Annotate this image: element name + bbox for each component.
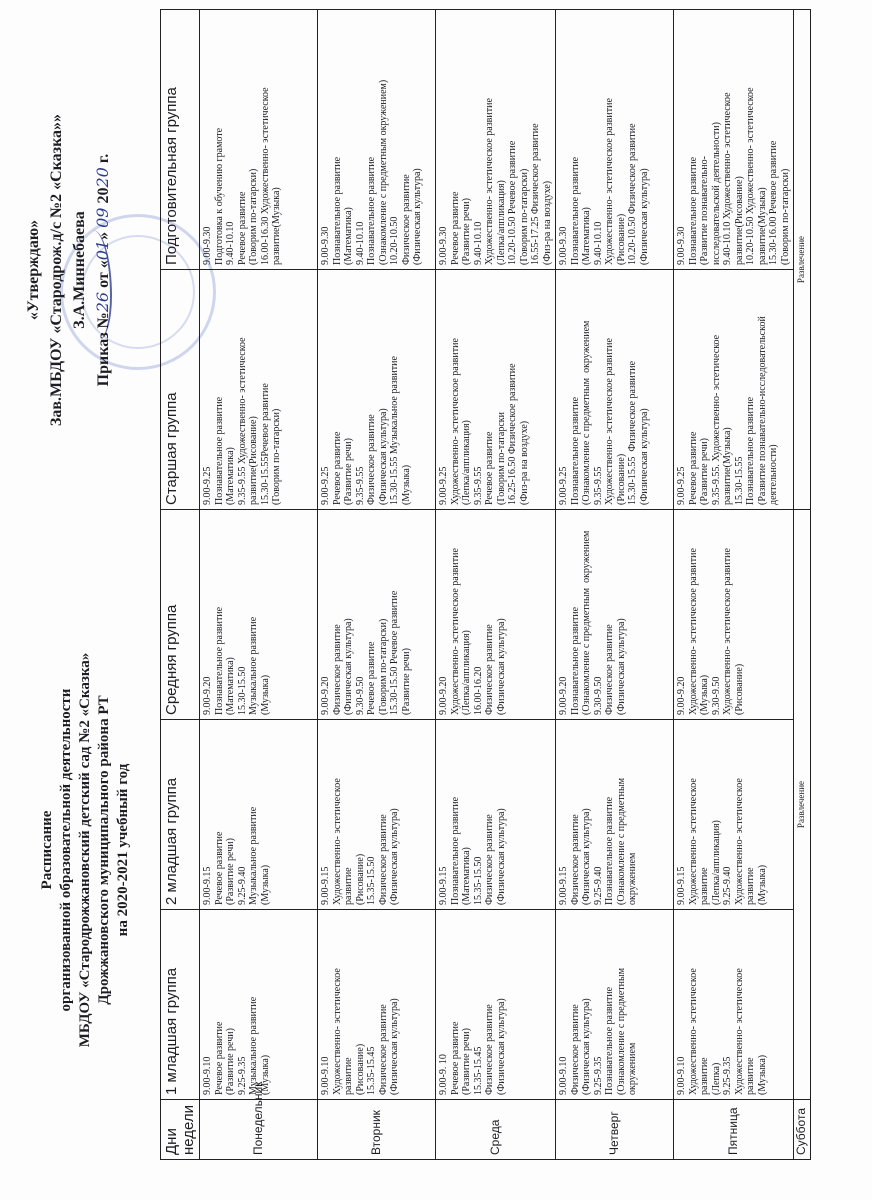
title-line-2: организованной образовательной деятельности	[58, 688, 74, 1012]
schedule-line: Подготовка к обучению грамоте	[213, 127, 225, 265]
schedule-cell	[674, 510, 794, 720]
schedule-line: (Физическая культура)	[389, 808, 400, 905]
schedule-line: (Физическая культура)	[638, 408, 650, 505]
schedule-line: Художественно- эстетическое развитие	[449, 338, 461, 505]
schedule-line: (Говорим по-татарски)	[518, 168, 530, 265]
schedule-line: развитие(Музыка)	[271, 187, 282, 265]
schedule-cell	[200, 270, 318, 510]
schedule-table	[160, 9, 811, 1160]
schedule-line: 9.40-10.10	[225, 221, 236, 265]
schedule-line: Познавательное развитие	[569, 156, 581, 265]
schedule-line: 9.25-9.40	[592, 866, 604, 905]
schedule-line: 9.00-9.25	[202, 466, 213, 505]
schedule-line: (Математика)	[581, 207, 592, 265]
schedule-cell	[436, 720, 556, 910]
schedule-line: Познавательное развитие	[687, 156, 699, 265]
schedule-line: Художественно- эстетическое	[331, 968, 343, 1095]
schedule-line: Речевое развитие	[236, 191, 248, 265]
schedule-line: (Говорим по-татарски)	[271, 408, 282, 505]
schedule-cell	[436, 10, 556, 270]
schedule-line: Познавательное развитие	[745, 396, 756, 505]
schedule-line: (Физическая культура)	[389, 998, 400, 1095]
schedule-line: (Физическая культура)	[343, 618, 354, 715]
schedule-line: 9.40-10.10 Художественно- эстетическое	[722, 92, 733, 265]
order-month: 09	[93, 207, 112, 228]
schedule-line: Физическое развитие	[484, 814, 495, 905]
schedule-line: (Говорим по-татарски	[495, 412, 507, 505]
schedule-line: (Музыка)	[756, 1054, 768, 1095]
schedule-line: Познавательное развитие	[331, 156, 343, 265]
schedule-line: (Развитие речи)	[225, 838, 236, 905]
schedule-line: 15.30-16.00 Речевое развитие	[768, 140, 779, 265]
schedule-line: 9.30-9.50	[592, 676, 604, 715]
schedule-line: 9.35-9.55	[592, 466, 604, 505]
schedule-line: (Развитие речи)	[461, 1028, 472, 1095]
schedule-line: 9.35-9.55. Художественно- эстетическое	[710, 334, 722, 505]
schedule-line: Речевое развитие	[366, 641, 377, 715]
schedule-line: (Физическая культура)	[581, 808, 592, 905]
schedule-line: Речевое развитие	[449, 191, 461, 265]
schedule-line: Речевое развитие	[331, 431, 343, 505]
schedule-line: (Развитие речи)	[461, 198, 472, 265]
schedule-line: (Физ-ра на воздухе)	[541, 180, 553, 265]
schedule-line: 15.35-15.45	[472, 1046, 484, 1095]
schedule-line: 9.00-9.10	[320, 1056, 331, 1095]
schedule-line: 9.00-9.10	[202, 1056, 213, 1095]
schedule-line: (Музыка)	[699, 674, 710, 715]
schedule-line: 9.00-9.10	[676, 1056, 687, 1095]
header-days: Дни недели	[161, 1100, 200, 1160]
schedule-line: (Физ-ра на воздухе)	[518, 420, 530, 505]
schedule-line: 9.00-9.15	[320, 866, 331, 905]
schedule-line: исследовательской деятельности)	[710, 122, 722, 265]
schedule-line: Речевое развитие	[213, 1021, 225, 1095]
schedule-line: (Ознакомление с предметным	[615, 777, 627, 905]
schedule-line: Познавательное развитие	[366, 156, 377, 265]
day-cell: Понедельник	[200, 1100, 318, 1160]
schedule-line: (Математика)	[461, 847, 472, 905]
schedule-line: 9.00-9.15	[438, 866, 449, 905]
schedule-line: Музыкальное развитие	[248, 996, 259, 1095]
schedule-cell	[674, 270, 794, 510]
schedule-cell	[556, 10, 674, 270]
header-group-preparatory: Подготовительная группа	[161, 10, 200, 270]
header-group-senior: Старшая группа	[161, 270, 200, 510]
schedule-line: (Лепка/аппликация)	[461, 630, 472, 715]
title-line-4: Дрожжановского муниципального района РТ	[96, 695, 112, 1005]
schedule-line: (Ознакомление с предметным окружением)	[377, 79, 389, 265]
schedule-line: окружением	[627, 1042, 638, 1095]
schedule-line: (Музыка)	[259, 864, 271, 905]
schedule-line: 10.20-10.50 Художественно- эстетическое	[745, 87, 756, 265]
approval-order: Приказ №26 от «01» 09 2020 г.	[93, 153, 112, 387]
schedule-line: Художественно- эстетическое	[733, 778, 745, 905]
schedule-line: (Физическая культура)	[495, 998, 507, 1095]
schedule-cell	[556, 270, 674, 510]
order-day: 01	[93, 239, 112, 261]
schedule-line: (Развитие речи)	[699, 438, 710, 505]
schedule-line: (Рисование)	[354, 853, 366, 905]
schedule-line: 9.00-9.15	[202, 866, 213, 905]
schedule-line: 9.35-9.55	[472, 466, 484, 505]
schedule-line: 16.25-16.50 Физическое развитие	[507, 363, 518, 505]
schedule-line: Художественно- эстетическое развитие	[449, 548, 461, 715]
schedule-line: (Физическая культура)	[377, 408, 389, 505]
schedule-line: 9.00-9.20	[676, 676, 687, 715]
schedule-line: (Музыка)	[259, 674, 271, 715]
schedule-cell	[318, 720, 436, 910]
schedule-line: Художественно- эстетическое развитие	[484, 98, 495, 265]
schedule-line: 9.25-9.40	[722, 866, 733, 905]
schedule-line: Художественно- эстетическое	[687, 778, 699, 905]
table-row-saturday	[794, 10, 811, 1160]
schedule-line: 9.40-10.10	[592, 221, 604, 265]
schedule-line: (Физическая культура)	[412, 168, 423, 265]
schedule-line: Художественно- эстетическое	[687, 968, 699, 1095]
schedule-cell	[200, 510, 318, 720]
schedule-line: 15.35-15.45	[366, 1046, 377, 1095]
schedule-line: 15.35-15.50	[472, 856, 484, 905]
schedule-line: 9.00-9.30	[438, 226, 449, 265]
schedule-line: (Рисование)	[615, 453, 627, 505]
schedule-line: (Физическая культура)	[638, 168, 650, 265]
schedule-line: (Музыка)	[259, 1054, 271, 1095]
schedule-line: Познавательное развитие	[213, 606, 225, 715]
schedule-line: 9.00-9.30	[676, 226, 687, 265]
table-row	[556, 10, 674, 1160]
schedule-cell	[200, 910, 318, 1100]
schedule-cell	[436, 270, 556, 510]
entertainment-cell-left: Развлечение	[794, 510, 811, 1100]
schedule-line: развитие	[343, 1057, 354, 1095]
schedule-line: Физическое развитие	[366, 414, 377, 505]
title-line-5: на 2020-2021 учебный год	[115, 763, 131, 937]
schedule-line: Музыкальное развитие	[248, 806, 259, 905]
schedule-line: 15.30-15.55	[733, 456, 745, 505]
approval-label: «Утверждаю»	[25, 219, 42, 321]
schedule-line: 9.30-9.50	[710, 676, 722, 715]
day-cell: Четверг	[556, 1100, 674, 1160]
schedule-line: Физическое развитие	[377, 1004, 389, 1095]
schedule-line: развитие	[699, 1057, 710, 1095]
header-group-middle: Средняя группа	[161, 510, 200, 720]
schedule-line: 15.30-15.55 Музыкальное развитие	[389, 356, 400, 505]
table-row	[318, 10, 436, 1160]
schedule-line: Физическое развитие	[484, 1004, 495, 1095]
schedule-line: (Музыка)	[400, 464, 412, 505]
schedule-line: развитие	[745, 867, 756, 905]
schedule-line: (Развитие познавательно-	[699, 156, 710, 265]
schedule-line: Художественно- эстетическое развитие	[604, 338, 615, 505]
schedule-cell	[200, 720, 318, 910]
schedule-line: (Музыка)	[756, 864, 768, 905]
schedule-line: 15.30-15.55 Физическое развитие	[627, 360, 638, 505]
schedule-line: 10.20-10.50 Физическое развитие	[627, 123, 638, 265]
schedule-line: 15.30-15.50 Речевое развитие	[389, 590, 400, 715]
schedule-cell	[556, 720, 674, 910]
approval-block	[22, 40, 115, 500]
schedule-line: 9.00-9.20	[558, 676, 569, 715]
schedule-cell	[318, 510, 436, 720]
schedule-line: окружением	[627, 852, 638, 905]
schedule-line: (Говорим по-татарски)	[779, 168, 791, 265]
table-row	[436, 10, 556, 1160]
schedule-line: (Математика)	[225, 447, 236, 505]
title-line-3: МБДОУ «Стародрожжановский детский сад №2 «Сказка»	[77, 652, 93, 1048]
schedule-line: 9.00-9.30	[202, 226, 213, 265]
schedule-line: Музыкальное развитие	[248, 616, 259, 715]
schedule-line: деятельности)	[768, 444, 779, 505]
schedule-line: (Говорим по-татарски)	[248, 168, 259, 265]
schedule-line: (Развитие речи)	[225, 1028, 236, 1095]
schedule-line: 9.00-9.15	[676, 866, 687, 905]
header-group-2-junior: 2 младшая группа	[161, 720, 200, 910]
schedule-line: (Физическая культура)	[615, 618, 627, 715]
schedule-line: 15.30-15.50	[236, 666, 248, 715]
schedule-line: 9.00-9.20	[202, 676, 213, 715]
schedule-line: Физическое развитие	[604, 624, 615, 715]
schedule-line: 15.35-15.50	[366, 856, 377, 905]
schedule-line: 9.00-9. 10	[438, 1054, 449, 1095]
schedule-cell	[674, 10, 794, 270]
schedule-line: (Рисование)	[733, 663, 745, 715]
schedule-line: Познавательное развитие	[604, 986, 615, 1095]
schedule-line: 15.30-15.55Речевое развитие	[259, 383, 271, 505]
schedule-line: (Рисование)	[354, 1043, 366, 1095]
schedule-line: (Ознакомление с предметным окружением	[581, 530, 592, 715]
table-row	[200, 10, 318, 1160]
order-year: 20	[93, 167, 112, 188]
schedule-line: 9.35-9.55	[354, 466, 366, 505]
schedule-cell	[436, 910, 556, 1100]
schedule-line: 9.00-9.20	[320, 676, 331, 715]
schedule-line: 9.00-9.15	[558, 866, 569, 905]
schedule-line: 16.00-16.30 Художественно- эстетическое	[259, 87, 271, 265]
schedule-line: Познавательное развитие	[213, 396, 225, 505]
schedule-line: 10.20-10.50	[389, 216, 400, 265]
schedule-line: 9.40-10.10	[354, 221, 366, 265]
schedule-cell	[674, 720, 794, 910]
schedule-line: (Ознакомление с предметным окружением	[581, 320, 592, 505]
schedule-line: 10.20-10.50 Речевое развитие	[507, 140, 518, 265]
schedule-line: Художественно- эстетическое	[733, 968, 745, 1095]
schedule-line: (Физическая культура)	[581, 998, 592, 1095]
schedule-line: развитие	[343, 867, 354, 905]
schedule-line: Познавательное развитие	[569, 606, 581, 715]
schedule-cell	[436, 510, 556, 720]
schedule-cell	[318, 270, 436, 510]
schedule-line: 16.55-17.25 Физическое развитие	[530, 123, 541, 265]
schedule-cell	[318, 910, 436, 1100]
schedule-line: Физическое развитие	[400, 174, 412, 265]
schedule-line: Речевое развитие	[484, 431, 495, 505]
schedule-line: развитие(Музыка)	[722, 427, 733, 505]
schedule-line: (Лепка/аппликация)	[495, 180, 507, 265]
day-cell: Вторник	[318, 1100, 436, 1160]
schedule-line: развитие	[745, 1057, 756, 1095]
schedule-line: развитие(Рисование)	[733, 176, 745, 265]
title-line-1: Расписание	[39, 810, 55, 890]
approval-head: Зав.МБДОУ «Стародрож.д/с №2 «Сказка»»	[48, 113, 65, 427]
schedule-cell	[200, 10, 318, 270]
entertainment-cell-right: Развлечение	[794, 10, 811, 510]
schedule-line: 9.00-9.25	[438, 466, 449, 505]
schedule-line: (Физическая культура)	[495, 808, 507, 905]
schedule-line: 9.25-9.35	[722, 1056, 733, 1095]
schedule-line: 9.00-9.30	[320, 226, 331, 265]
day-cell: Пятница	[674, 1100, 794, 1160]
schedule-line: 9.00-9.25	[320, 466, 331, 505]
schedule-line: Физическое развитие	[331, 624, 343, 715]
schedule-line: 9.25-9.35	[236, 1056, 248, 1095]
schedule-line: (Говорим по-татарски)	[377, 618, 389, 715]
schedule-line: 16.00-16.20	[472, 666, 484, 715]
approval-name: З.А.Миннебаева	[71, 211, 88, 329]
day-cell: Суббота	[794, 1100, 811, 1160]
schedule-line: Художественно- эстетическое развитие	[687, 548, 699, 715]
table-header-row	[161, 10, 200, 1160]
schedule-line: Речевое развитие	[213, 831, 225, 905]
schedule-line: (Развитие речи)	[343, 438, 354, 505]
schedule-line: (Физическая культура)	[495, 618, 507, 715]
document-title-block	[38, 590, 133, 1110]
schedule-line: Познавательное развитие	[569, 396, 581, 505]
schedule-line: развитие(Музыка)	[756, 187, 768, 265]
schedule-line: развитие(Рисование)	[248, 416, 259, 505]
schedule-cell	[556, 910, 674, 1100]
schedule-line: Речевое развитие	[449, 1021, 461, 1095]
table-row	[674, 10, 794, 1160]
schedule-line: 9.00-9.10	[558, 1056, 569, 1095]
schedule-line: Познавательное развитие	[449, 796, 461, 905]
schedule-line: 9.00-9.25	[676, 466, 687, 505]
schedule-cell	[318, 10, 436, 270]
schedule-line: (Математика)	[225, 657, 236, 715]
schedule-line: Физическое развитие	[569, 814, 581, 905]
schedule-line: Физическое развитие	[484, 624, 495, 715]
schedule-line: 9.00-9.20	[438, 676, 449, 715]
schedule-line: 9.00-9.25	[558, 466, 569, 505]
schedule-line: (Ознакомление с предметным	[615, 967, 627, 1095]
schedule-line: Художественно- эстетическое развитие	[722, 548, 733, 715]
order-number: 26	[93, 291, 112, 313]
schedule-line: (Развитие речи)	[400, 648, 412, 715]
schedule-line: 9.00-9.30	[558, 226, 569, 265]
header-group-1-junior: 1 младшая группа	[161, 910, 200, 1100]
schedule-line: 9.40-10.10	[472, 221, 484, 265]
schedule-line: 9.25-9.40	[236, 866, 248, 905]
schedule-line: (Лепка/аппликация)	[710, 820, 722, 905]
schedule-line: Познавательное развитие	[604, 796, 615, 905]
day-cell: Среда	[436, 1100, 556, 1160]
schedule-line: (Математика)	[343, 207, 354, 265]
schedule-cell	[556, 510, 674, 720]
schedule-line: Художественно- эстетическое развитие	[604, 98, 615, 265]
schedule-line: Художественно- эстетическое	[331, 778, 343, 905]
schedule-line: 9.35-9.55 Художественно- эстетическое	[236, 337, 248, 505]
schedule-line: Физическое развитие	[377, 814, 389, 905]
schedule-line: (Рисование)	[615, 213, 627, 265]
schedule-line: Физическое развитие	[569, 1004, 581, 1095]
schedule-line: 9.25-9.35	[592, 1056, 604, 1095]
schedule-line: (Лепка)	[710, 1062, 722, 1095]
schedule-line: развитие	[699, 867, 710, 905]
schedule-line: (Развитие познавательно-исследовательской	[756, 316, 768, 505]
schedule-line: Речевое развитие	[687, 431, 699, 505]
schedule-line: (Лепка/аппликация)	[461, 420, 472, 505]
schedule-line: 9.30-9.50	[354, 676, 366, 715]
schedule-cell	[674, 910, 794, 1100]
